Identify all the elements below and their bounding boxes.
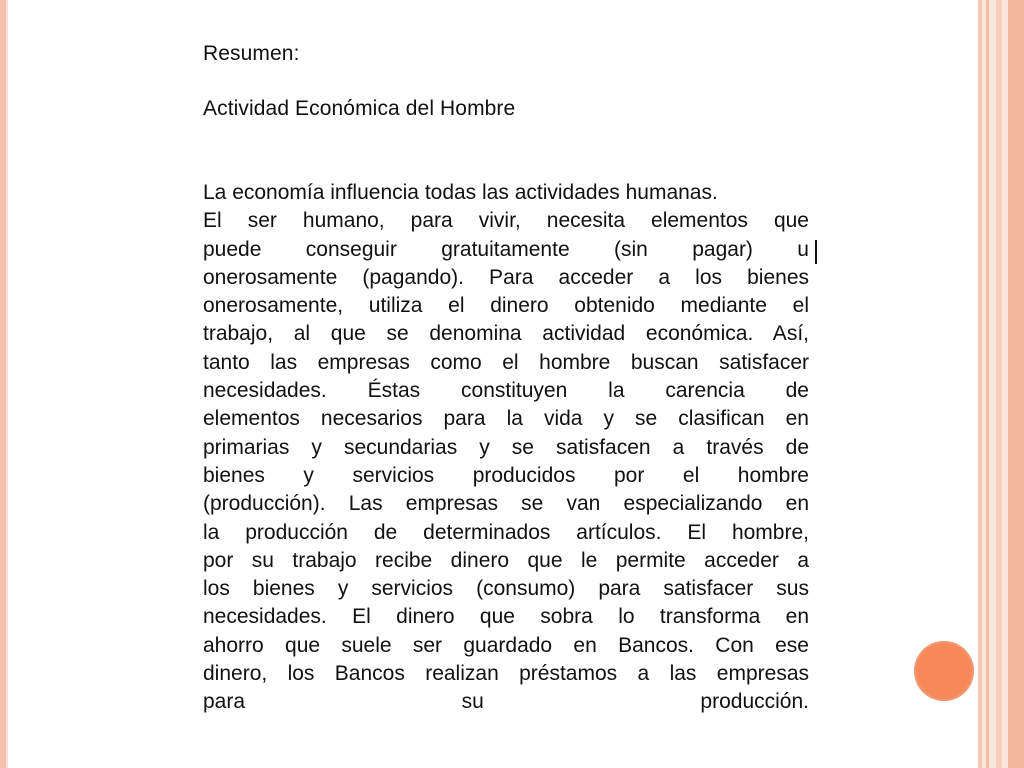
paragraph-line: onerosamente, utiliza el dinero obtenido mediante el xyxy=(203,294,809,318)
right-stripe-1 xyxy=(978,0,982,768)
paragraph-line: para su producción. xyxy=(203,690,809,714)
paragraph-line: ahorro que suele ser guardado en Bancos. Con ese xyxy=(203,633,809,657)
paragraph-line: necesidades. El dinero que sobra lo transforma en xyxy=(203,605,809,629)
paragraph-line: la producción de determinados artículos. El hombre, xyxy=(203,520,809,544)
paragraph-line: onerosamente (pagando). Para acceder a los bienes xyxy=(203,265,809,289)
right-stripe-panel xyxy=(978,0,1024,768)
document-title: Actividad Económica del Hombre xyxy=(203,97,516,120)
paragraph-line: La economía influencia todas las actividades humanas. xyxy=(203,181,718,204)
body-paragraph[interactable] xyxy=(203,179,809,717)
paragraph-line: primarias y secundarias y se satisfacen a través de xyxy=(203,435,809,459)
text-cursor xyxy=(815,240,817,264)
right-stripe-4 xyxy=(1008,0,1024,768)
paragraph-line: bienes y servicios producidos por el hombre xyxy=(203,463,809,487)
paragraph-line: tanto las empresas como el hombre buscan satisfacer xyxy=(203,350,809,374)
decorative-circle xyxy=(914,641,974,701)
slide-content[interactable] xyxy=(203,40,809,717)
paragraph-line: trabajo, al que se denomina actividad económica. Así, xyxy=(203,322,809,346)
paragraph-line: puede conseguir gratuitamente (sin pagar) u xyxy=(203,237,809,261)
paragraph-line: (producción). Las empresas se van especializando en xyxy=(203,492,809,516)
left-stripe-inner xyxy=(6,0,8,768)
summary-label: Resumen: xyxy=(203,42,300,65)
paragraph-line: los bienes y servicios (consumo) para satisfacer sus xyxy=(203,577,809,601)
paragraph-line: dinero, los Bancos realizan préstamos a las empresas xyxy=(203,662,809,686)
paragraph-line: elementos necesarios para la vida y se clasifican en xyxy=(203,407,809,431)
left-stripe-outer xyxy=(0,0,6,768)
right-stripe-3 xyxy=(996,0,1002,768)
paragraph-line: El ser humano, para vivir, necesita elementos que xyxy=(203,209,809,233)
right-stripe-2 xyxy=(986,0,989,768)
paragraph-line: por su trabajo recibe dinero que le permite acceder a xyxy=(203,548,809,572)
paragraph-line: necesidades. Éstas constituyen la carencia de xyxy=(203,379,809,403)
